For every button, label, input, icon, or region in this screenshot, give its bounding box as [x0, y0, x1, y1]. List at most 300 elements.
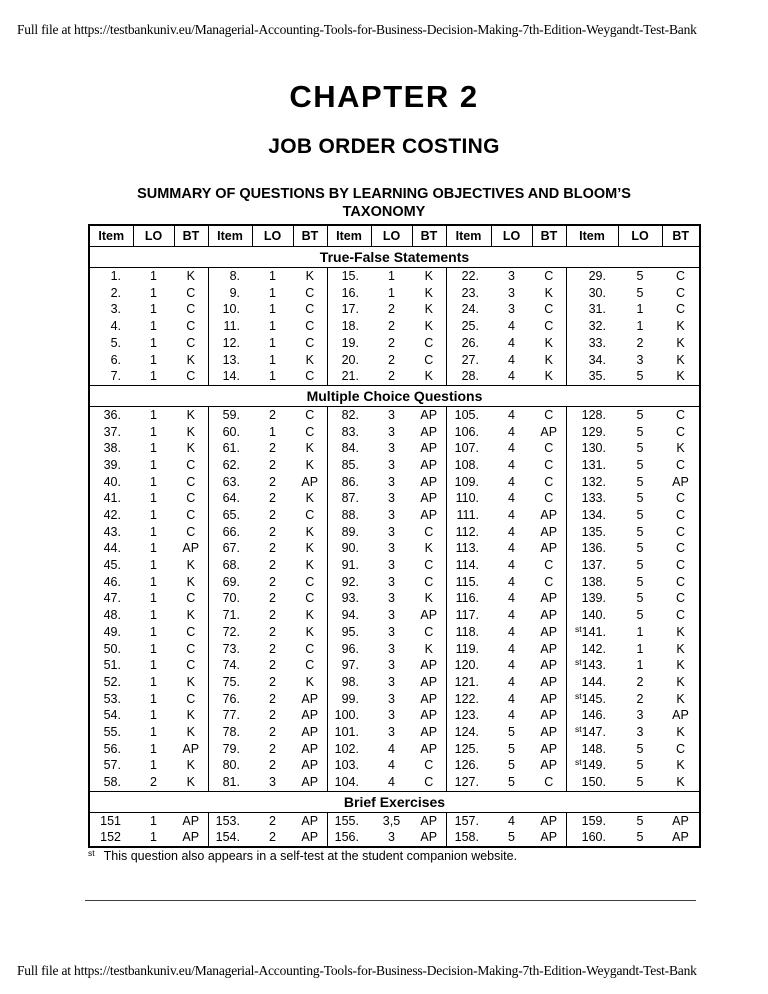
bt-cell: C — [186, 591, 196, 606]
bt-cell: AP — [301, 775, 319, 790]
item-cell: 22. — [446, 268, 491, 285]
item-cell: 84. — [327, 440, 371, 457]
footnote — [88, 849, 517, 863]
item-cell: 116. — [446, 590, 491, 607]
item-cell: 71. — [208, 607, 252, 624]
item-cell: 53. — [103, 691, 121, 706]
table-row — [89, 741, 700, 758]
bt-cell: C — [186, 508, 196, 523]
table-row — [89, 674, 700, 691]
item-cell: 56. — [103, 741, 121, 756]
bt-cell: K — [186, 424, 195, 439]
column-header: BT — [532, 225, 566, 247]
lo-cell: 1 — [150, 674, 157, 689]
item-cell: 99. — [327, 691, 371, 708]
bt-cell: K — [305, 524, 314, 539]
item-cell: 124. — [446, 724, 491, 741]
lo-cell: 5 — [636, 541, 644, 556]
table-row — [89, 707, 700, 724]
item-cell: 142. — [566, 640, 618, 657]
bt-cell: K — [676, 352, 685, 367]
item-cell: $^{st}$141. — [566, 624, 618, 641]
bt-cell: C — [305, 508, 315, 523]
bt-cell: AP — [301, 724, 319, 739]
bt-cell: K — [305, 441, 314, 456]
bt-cell: K — [305, 352, 314, 367]
bt-cell: K — [676, 691, 685, 706]
item-cell: 48. — [103, 608, 121, 623]
bt-cell: C — [424, 624, 434, 639]
lo-cell: 2 — [269, 474, 276, 489]
lo-cell: 3 — [388, 524, 395, 539]
bt-cell: C — [544, 269, 554, 284]
table-row — [89, 474, 700, 491]
lo-cell: 3 — [388, 591, 395, 606]
lo-cell: 1 — [150, 691, 157, 706]
lo-cell: 4 — [508, 474, 515, 489]
section-title-row — [89, 385, 700, 406]
column-header: Item — [446, 225, 491, 247]
lo-cell: 5 — [636, 591, 644, 606]
item-cell: 152 — [100, 830, 121, 845]
bt-cell: C — [186, 624, 196, 639]
item-cell: 43. — [103, 524, 121, 539]
table-row — [89, 724, 700, 741]
lo-cell: 2 — [150, 775, 157, 790]
item-cell: 75. — [208, 674, 252, 691]
item-cell: 110. — [446, 490, 491, 507]
lo-cell: 1 — [150, 508, 157, 523]
table-row — [89, 757, 700, 774]
divider-line — [85, 900, 696, 901]
bt-cell: AP — [540, 658, 558, 673]
lo-cell: 5 — [636, 775, 644, 790]
lo-cell: 1 — [150, 269, 157, 284]
lo-cell: 2 — [269, 407, 276, 422]
bt-cell: AP — [420, 424, 438, 439]
section-title-row — [89, 791, 700, 812]
lo-cell: 1 — [636, 302, 644, 317]
lo-cell: 4 — [508, 491, 515, 506]
bt-cell: K — [305, 491, 314, 506]
lo-cell: 5 — [636, 524, 644, 539]
item-cell: 150. — [566, 774, 618, 791]
table-row — [89, 351, 700, 368]
item-cell: 60. — [208, 424, 252, 441]
item-cell: 70. — [208, 590, 252, 607]
bt-cell: AP — [420, 658, 438, 673]
lo-cell: 4 — [508, 352, 515, 367]
lo-cell: 2 — [269, 741, 276, 756]
lo-cell: 4 — [508, 508, 515, 523]
lo-cell: 5 — [636, 285, 644, 300]
lo-cell: 2 — [269, 524, 276, 539]
bt-cell: C — [675, 424, 686, 439]
bt-cell: C — [186, 641, 196, 656]
lo-cell: 1 — [150, 352, 157, 367]
table-row — [89, 774, 700, 791]
item-cell: 17. — [327, 301, 371, 318]
item-cell: 68. — [208, 557, 252, 574]
bt-cell: C — [186, 369, 196, 384]
bt-cell: C — [424, 775, 434, 790]
bt-cell: K — [305, 541, 314, 556]
item-cell: 28. — [446, 368, 491, 385]
item-cell: 44. — [103, 541, 121, 556]
bt-cell: C — [424, 352, 434, 367]
lo-cell: 2 — [269, 658, 276, 673]
lo-cell: 2 — [269, 641, 276, 656]
lo-cell: 2 — [636, 335, 644, 350]
bt-cell: AP — [420, 508, 438, 523]
item-cell: 129. — [566, 424, 618, 441]
summary-heading — [0, 185, 768, 221]
bt-cell: C — [186, 691, 196, 706]
table-row — [89, 624, 700, 641]
lo-cell: 1 — [636, 624, 644, 639]
lo-cell: 5 — [508, 775, 515, 790]
bt-cell: C — [544, 775, 554, 790]
summary-heading-line-1: SUMMARY OF QUESTIONS BY LEARNING OBJECTIVES AND BLOOM’S — [137, 186, 631, 202]
item-cell: 89. — [327, 524, 371, 541]
lo-cell: 3 — [388, 641, 395, 656]
lo-cell: 4 — [508, 591, 515, 606]
item-cell: 144. — [566, 674, 618, 691]
item-cell: 59. — [208, 406, 252, 423]
item-cell: 64. — [208, 490, 252, 507]
item-cell: 35. — [566, 368, 618, 385]
lo-cell: 3 — [388, 508, 395, 523]
bt-cell: K — [305, 608, 314, 623]
item-cell: 14. — [208, 368, 252, 385]
item-cell: $^{st}$143. — [566, 657, 618, 674]
item-cell: 112. — [446, 524, 491, 541]
bt-cell: C — [186, 474, 196, 489]
lo-cell: 2 — [269, 624, 276, 639]
bt-cell: K — [676, 441, 685, 456]
item-cell: 20. — [327, 351, 371, 368]
item-cell: 61. — [208, 440, 252, 457]
bt-cell: C — [305, 319, 315, 334]
bt-cell: C — [424, 758, 434, 773]
lo-cell: 2 — [388, 319, 395, 334]
bt-cell: K — [676, 369, 685, 384]
lo-cell: 1 — [150, 741, 157, 756]
bt-cell: K — [676, 624, 685, 639]
lo-cell: 1 — [150, 424, 157, 439]
bt-cell: AP — [301, 708, 319, 723]
lo-cell: 1 — [269, 269, 276, 284]
item-cell: 45. — [103, 558, 121, 573]
item-cell: 26. — [446, 335, 491, 352]
bt-cell: C — [675, 269, 686, 284]
item-cell: 106. — [446, 424, 491, 441]
lo-cell: 5 — [636, 813, 644, 828]
bt-cell: K — [186, 608, 195, 623]
bt-cell: C — [305, 574, 315, 589]
lo-cell: 3 — [388, 674, 395, 689]
bt-cell: K — [186, 758, 195, 773]
lo-cell: 4 — [508, 708, 515, 723]
bt-cell: K — [186, 674, 195, 689]
column-header: Item — [89, 225, 133, 247]
lo-cell: 1 — [150, 641, 157, 656]
bt-cell: C — [544, 491, 554, 506]
bt-cell: C — [675, 591, 686, 606]
item-cell: 1. — [110, 269, 121, 284]
lo-cell: 1 — [150, 335, 157, 350]
bt-cell: C — [186, 491, 196, 506]
bt-cell: K — [676, 775, 685, 790]
item-cell: 104. — [327, 774, 371, 791]
lo-cell: 5 — [508, 758, 515, 773]
item-cell: 93. — [327, 590, 371, 607]
bt-cell: AP — [420, 813, 438, 828]
lo-cell: 3 — [388, 724, 395, 739]
bt-cell: K — [186, 775, 195, 790]
bt-cell: K — [544, 369, 553, 384]
item-cell: 21. — [327, 368, 371, 385]
item-cell: 37. — [103, 424, 121, 439]
bt-cell: C — [675, 524, 686, 539]
lo-cell: 5 — [636, 269, 644, 284]
lo-cell: 3 — [388, 457, 395, 472]
table-row — [89, 829, 700, 847]
bt-cell: K — [544, 285, 553, 300]
lo-cell: 4 — [508, 574, 515, 589]
bt-cell: AP — [420, 708, 438, 723]
lo-cell: 2 — [269, 558, 276, 573]
bt-cell: AP — [420, 441, 438, 456]
lo-cell: 3 — [388, 830, 395, 845]
item-cell: 62. — [208, 457, 252, 474]
lo-cell: 4 — [508, 441, 515, 456]
bt-cell: K — [424, 319, 433, 334]
item-cell: 30. — [566, 285, 618, 302]
bt-cell: AP — [540, 591, 558, 606]
lo-cell: 4 — [388, 758, 395, 773]
item-cell: 77. — [208, 707, 252, 724]
column-header: LO — [618, 225, 662, 247]
item-cell: 13. — [208, 351, 252, 368]
column-header: BT — [412, 225, 446, 247]
item-cell: 90. — [327, 540, 371, 557]
lo-cell: 5 — [508, 830, 515, 845]
lo-cell: 2 — [269, 813, 276, 828]
lo-cell: 2 — [269, 541, 276, 556]
lo-cell: 2 — [269, 608, 276, 623]
lo-cell: 4 — [508, 558, 515, 573]
summary-table — [88, 224, 701, 848]
bt-cell: AP — [420, 407, 438, 422]
table-row — [89, 490, 700, 507]
bt-cell: C — [305, 641, 315, 656]
item-cell: 69. — [208, 574, 252, 591]
lo-cell: 4 — [508, 319, 515, 334]
table-row — [89, 607, 700, 624]
item-cell: 47. — [103, 591, 121, 606]
lo-cell: 5 — [636, 407, 644, 422]
lo-cell: 2 — [388, 352, 395, 367]
bt-cell: AP — [182, 813, 200, 828]
lo-cell: 2 — [269, 508, 276, 523]
table-row — [89, 540, 700, 557]
lo-cell: 5 — [508, 741, 515, 756]
bt-cell: K — [424, 541, 433, 556]
item-cell: 157. — [446, 812, 491, 829]
bt-cell: C — [544, 474, 554, 489]
bt-cell: C — [675, 407, 686, 422]
item-cell: 125. — [446, 741, 491, 758]
bt-cell: K — [424, 591, 433, 606]
self-test-marker: st — [575, 757, 582, 768]
item-cell: 29. — [566, 268, 618, 285]
item-cell: 58. — [103, 775, 121, 790]
lo-cell: 2 — [269, 491, 276, 506]
bt-cell: AP — [540, 724, 558, 739]
lo-cell: 5 — [508, 724, 515, 739]
bt-cell: K — [186, 352, 195, 367]
item-cell: 80. — [208, 757, 252, 774]
lo-cell: 1 — [150, 319, 157, 334]
bt-cell: C — [544, 319, 554, 334]
bt-cell: AP — [540, 830, 558, 845]
bt-cell: K — [676, 674, 685, 689]
lo-cell: 1 — [636, 319, 644, 334]
lo-cell: 3 — [388, 474, 395, 489]
item-cell: 158. — [446, 829, 491, 847]
lo-cell: 1 — [388, 285, 395, 300]
bt-cell: K — [186, 269, 195, 284]
table-row — [89, 318, 700, 335]
item-cell: 3. — [110, 302, 121, 317]
lo-cell: 5 — [636, 424, 644, 439]
lo-cell: 1 — [150, 407, 157, 422]
bt-cell: AP — [301, 813, 319, 828]
lo-cell: 3 — [388, 708, 395, 723]
lo-cell: 4 — [508, 457, 515, 472]
doc-subtitle: JOB ORDER COSTING — [268, 135, 500, 158]
bt-cell: AP — [182, 541, 200, 556]
item-cell: 153. — [208, 812, 252, 829]
item-cell: 9. — [208, 285, 252, 302]
item-cell: 108. — [446, 457, 491, 474]
bt-cell: K — [676, 658, 685, 673]
item-cell: 50. — [103, 641, 121, 656]
column-header: Item — [566, 225, 618, 247]
item-cell: 11. — [208, 318, 252, 335]
bt-cell: K — [676, 641, 685, 656]
table-row — [89, 507, 700, 524]
lo-cell: 5 — [636, 508, 644, 523]
footnote-marker: st — [88, 848, 95, 858]
column-header: BT — [293, 225, 327, 247]
bt-cell: C — [675, 457, 686, 472]
bt-cell: AP — [672, 813, 689, 828]
lo-cell: 1 — [150, 302, 157, 317]
chapter-title: CHAPTER 2 — [289, 79, 479, 114]
item-cell: 94. — [327, 607, 371, 624]
lo-cell: 1 — [388, 269, 395, 284]
item-cell: 55. — [103, 724, 121, 739]
bt-cell: C — [186, 285, 196, 300]
lo-cell: 2 — [388, 369, 395, 384]
item-cell: 7. — [110, 369, 121, 384]
item-cell: 136. — [566, 540, 618, 557]
bt-cell: AP — [420, 491, 438, 506]
item-cell: 113. — [446, 540, 491, 557]
bt-cell: K — [424, 641, 433, 656]
lo-cell: 1 — [150, 724, 157, 739]
item-cell: 25. — [446, 318, 491, 335]
lo-cell: 3 — [388, 407, 395, 422]
self-test-marker: st — [575, 623, 582, 634]
lo-cell: 1 — [150, 830, 157, 845]
item-cell: 95. — [327, 624, 371, 641]
bt-cell: C — [305, 658, 315, 673]
lo-cell: 2 — [388, 335, 395, 350]
item-cell: 121. — [446, 674, 491, 691]
bt-cell: C — [675, 558, 686, 573]
lo-cell: 2 — [636, 691, 644, 706]
column-header: BT — [662, 225, 700, 247]
item-cell: 81. — [208, 774, 252, 791]
bt-cell: C — [186, 335, 196, 350]
bt-cell: C — [186, 319, 196, 334]
table-row — [89, 457, 700, 474]
bt-cell: C — [675, 508, 686, 523]
bt-cell: C — [305, 369, 315, 384]
lo-cell: 3 — [388, 441, 395, 456]
bt-cell: C — [675, 541, 686, 556]
bt-cell: K — [676, 758, 685, 773]
item-cell: 138. — [566, 574, 618, 591]
summary-heading-line-2: TAXONOMY — [342, 204, 426, 220]
lo-cell: 4 — [508, 369, 515, 384]
lo-cell: 4 — [508, 813, 515, 828]
header-url: Full file at https://testbankuniv.eu/Managerial-Accounting-Tools-for-Business-Decision-Making-7th-Edition-Weygandt-Test-Bank — [17, 22, 697, 37]
item-cell: 65. — [208, 507, 252, 524]
bt-cell: C — [424, 574, 434, 589]
bt-cell: C — [675, 285, 686, 300]
bt-cell: K — [424, 269, 433, 284]
lo-cell: 1 — [636, 658, 644, 673]
item-cell: 102. — [327, 741, 371, 758]
lo-cell: 4 — [508, 674, 515, 689]
bt-cell: AP — [301, 830, 319, 845]
item-cell: 83. — [327, 424, 371, 441]
lo-cell: 3 — [388, 658, 395, 673]
lo-cell: 3 — [636, 352, 644, 367]
lo-cell: 5 — [636, 491, 644, 506]
lo-cell: 1 — [150, 658, 157, 673]
bt-cell: AP — [540, 813, 558, 828]
lo-cell: 2 — [269, 574, 276, 589]
lo-cell: 1 — [269, 369, 276, 384]
lo-cell: 4 — [508, 691, 515, 706]
bt-cell: K — [186, 708, 195, 723]
lo-cell: 1 — [150, 591, 157, 606]
item-cell: 115. — [446, 574, 491, 591]
lo-cell: 1 — [150, 624, 157, 639]
item-cell: 91. — [327, 557, 371, 574]
column-header: LO — [371, 225, 412, 247]
bt-cell: K — [186, 558, 195, 573]
lo-cell: 2 — [269, 758, 276, 773]
bt-cell: K — [186, 407, 195, 422]
item-cell: 85. — [327, 457, 371, 474]
bt-cell: AP — [540, 541, 558, 556]
